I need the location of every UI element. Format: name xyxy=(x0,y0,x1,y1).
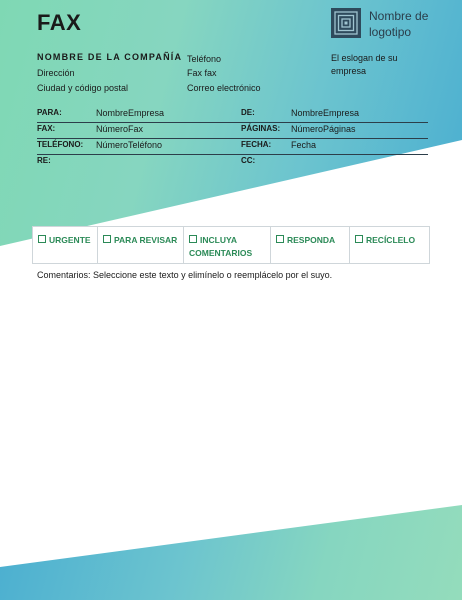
checkbox-recycle[interactable] xyxy=(350,227,429,263)
phone-value[interactable]: NúmeroTeléfono xyxy=(96,140,163,150)
checkbox-comment-label-2: COMENTARIOS xyxy=(189,248,253,258)
checkbox-reply[interactable] xyxy=(271,227,350,263)
fields-row-re-cc xyxy=(37,154,428,170)
logo-name[interactable]: Nombre de logotipo xyxy=(369,9,429,39)
date-value[interactable]: Fecha xyxy=(291,140,317,150)
checkbox-comment[interactable] xyxy=(184,227,271,263)
to-value[interactable]: NombreEmpresa xyxy=(96,108,165,118)
pages-label: PÁGINAS: xyxy=(241,124,281,133)
company-address[interactable]: Dirección xyxy=(37,68,75,78)
company-email[interactable]: Correo electrónico xyxy=(187,83,261,93)
pages-value[interactable]: NúmeroPáginas xyxy=(291,124,356,134)
company-slogan[interactable]: El eslogan de su empresa xyxy=(331,53,398,76)
checkbox-icon[interactable] xyxy=(276,235,284,243)
to-label: PARA: xyxy=(37,108,62,117)
checkbox-icon[interactable] xyxy=(189,235,197,243)
bottom-gradient-band xyxy=(0,505,462,600)
fields-row-fax-pages xyxy=(37,122,428,139)
cc-label: CC: xyxy=(241,156,256,165)
page-title[interactable]: FAX xyxy=(37,10,82,35)
from-label: DE: xyxy=(241,108,255,117)
checkbox-icon[interactable] xyxy=(355,235,363,243)
fax-value[interactable]: NúmeroFax xyxy=(96,124,144,134)
company-city[interactable]: Ciudad y código postal xyxy=(37,83,129,93)
checkbox-comment-label-1: INCLUYA xyxy=(200,235,237,245)
fields-row-phone-date xyxy=(37,138,428,155)
fax-label: FAX: xyxy=(37,124,56,133)
company-phone[interactable]: Teléfono xyxy=(187,54,222,64)
date-label: FECHA: xyxy=(241,140,272,149)
re-label: RE: xyxy=(37,156,51,165)
checkbox-icon[interactable] xyxy=(38,235,46,243)
checkbox-urgent[interactable] xyxy=(33,227,98,263)
checkbox-review[interactable] xyxy=(98,227,184,263)
checkbox-urgent-label: URGENTE xyxy=(49,235,91,245)
company-name[interactable]: NOMBRE DE LA COMPAÑÍA xyxy=(37,52,183,62)
checkbox-icon[interactable] xyxy=(103,235,111,243)
comments-text[interactable]: Comentarios: Seleccione este texto y elimínelo o reemplácelo por el suyo. xyxy=(37,270,333,280)
fields-row-to-from xyxy=(37,106,428,123)
maze-square-icon[interactable] xyxy=(331,8,361,38)
status-checkbox-table xyxy=(32,226,430,264)
phone-label: TELÉFONO: xyxy=(37,140,84,149)
checkbox-recycle-label: RECÍCLELO xyxy=(366,235,416,245)
checkbox-review-label: PARA REVISAR xyxy=(114,235,178,245)
checkbox-reply-label: RESPONDA xyxy=(287,235,336,245)
company-fax[interactable]: Fax fax xyxy=(187,68,217,78)
from-value[interactable]: NombreEmpresa xyxy=(291,108,360,118)
